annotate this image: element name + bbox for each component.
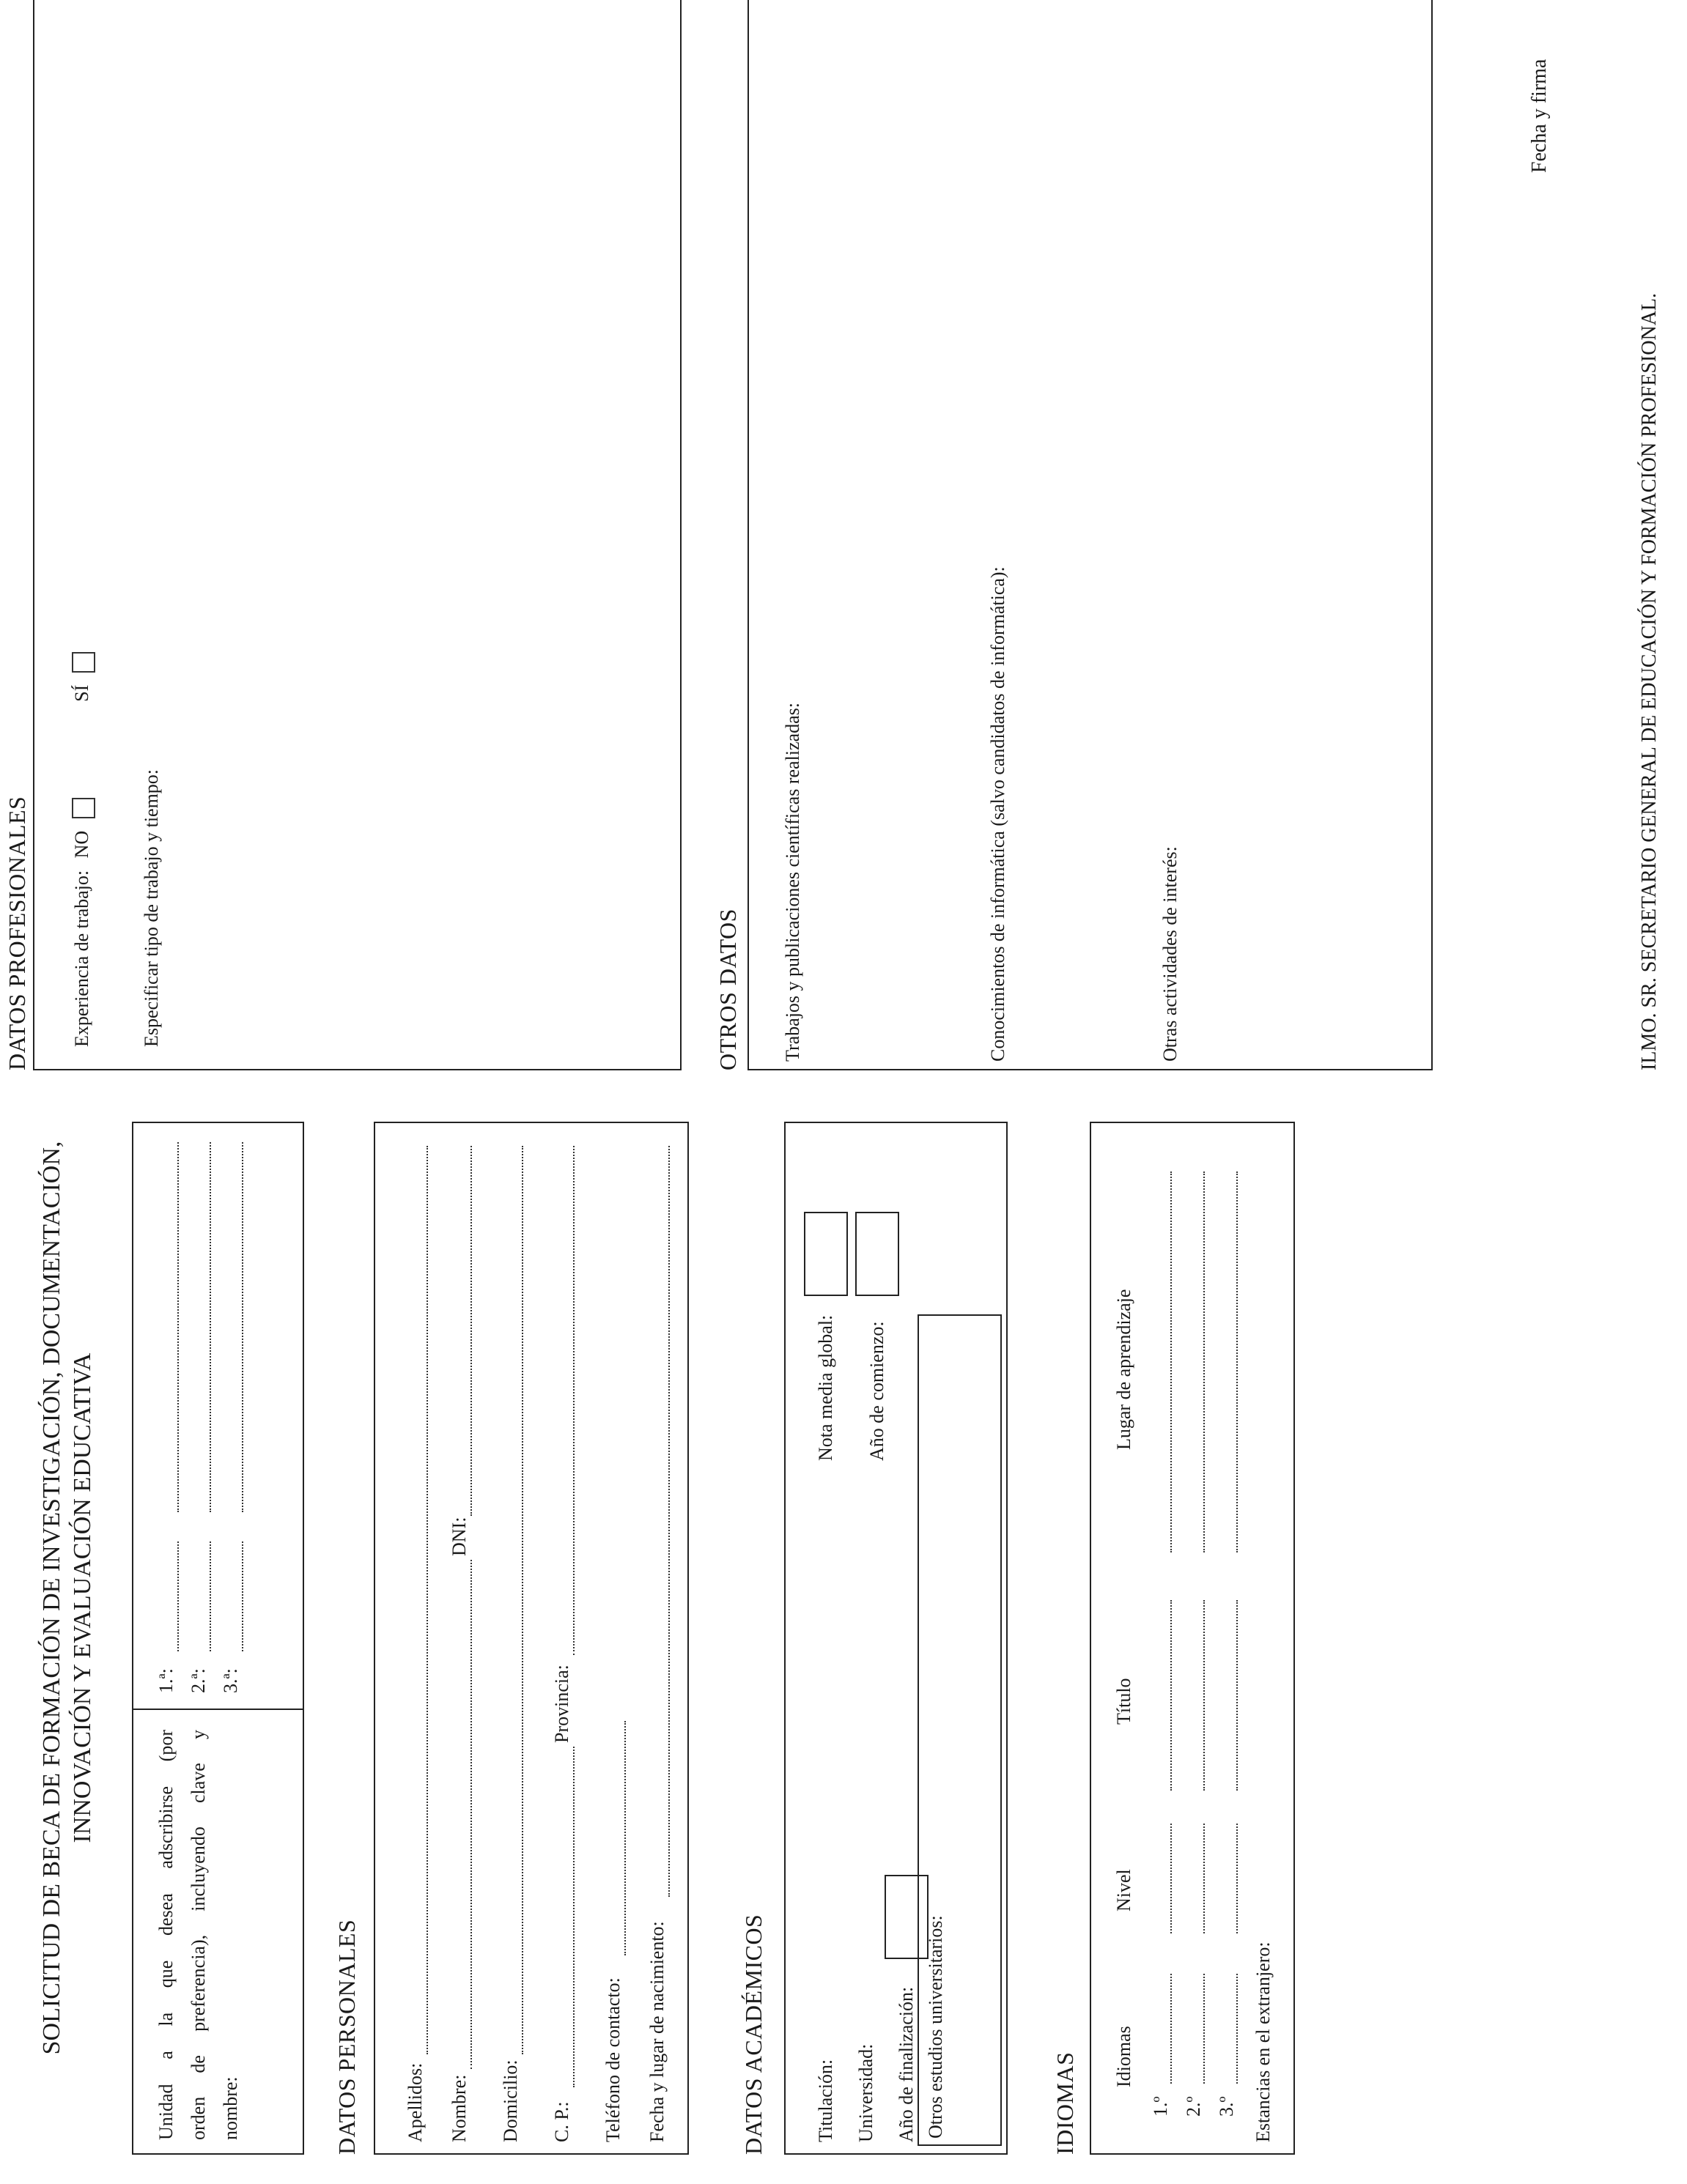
otros-heading: OTROS DATOS <box>715 908 741 1070</box>
titulo-3-field[interactable] <box>1236 1600 1238 1791</box>
idiomas-heading: IDIOMAS <box>1052 2051 1078 2155</box>
pref-3-clave-field[interactable] <box>242 1541 243 1651</box>
provincia-field[interactable] <box>573 1146 575 1655</box>
apellidos-field[interactable] <box>427 1146 428 2054</box>
nombre-field[interactable] <box>470 1560 472 2069</box>
titulacion-label: Titulación: <box>815 2059 836 2142</box>
profesionales-heading: DATOS PROFESIONALES <box>4 796 30 1070</box>
lugar-1-field[interactable] <box>1170 1171 1172 1552</box>
provincia-label: Provincia: <box>551 1665 572 1743</box>
pref-1-clave-field[interactable] <box>177 1541 179 1651</box>
estancias-label: Estancias en el extranjero: <box>1252 1941 1274 2142</box>
otros-box <box>747 0 1433 1070</box>
no-label: NO <box>71 830 92 859</box>
col-idiomas: Idiomas <box>1113 2026 1134 2087</box>
unidad-label-line1: Unidad a la que desea adscribirse (por <box>155 1730 177 2140</box>
lugar-2-field[interactable] <box>1203 1171 1205 1552</box>
idioma-row-3-label: 3.º <box>1216 2096 1237 2117</box>
dni-label: DNI: <box>448 1517 470 1556</box>
pref-2-label: 2.ª: <box>188 1668 209 1693</box>
anio-fin-label: Año de finalización: <box>896 1986 917 2142</box>
cp-label: C. P.: <box>551 2101 572 2142</box>
universidad-label: Universidad: <box>855 2043 876 2142</box>
nombre-label: Nombre: <box>448 2074 470 2142</box>
anio-comienzo-label: Año de comienzo: <box>866 1321 887 1461</box>
idioma-row-1-label: 1.º <box>1150 2096 1171 2117</box>
nota-field[interactable] <box>804 1212 848 1296</box>
academicos-box <box>784 1122 1008 2155</box>
titulo-1-field[interactable] <box>1170 1600 1172 1791</box>
pref-1-label: 1.ª: <box>155 1668 177 1693</box>
unidad-box <box>132 1122 304 2155</box>
fecha-firma-label: Fecha y firma <box>1528 59 1551 173</box>
idioma-3-field[interactable] <box>1236 1974 1238 2084</box>
pref-1-nombre-field[interactable] <box>177 1142 179 1512</box>
trabajos-label: Trabajos y publicaciones científicas realizadas: <box>782 703 803 1062</box>
lugar-3-field[interactable] <box>1236 1171 1238 1552</box>
col-nivel: Nivel <box>1113 1869 1134 1911</box>
otros-estudios-label: Otros estudios universitarios: <box>925 1915 946 2139</box>
telefono-field[interactable] <box>624 1721 626 1955</box>
idioma-2-field[interactable] <box>1203 1974 1205 2084</box>
domicilio-label: Domicilio: <box>500 2059 521 2142</box>
fecha-lugar-field[interactable] <box>668 1146 670 1897</box>
nota-label: Nota media global: <box>815 1314 836 1461</box>
titulo-2-field[interactable] <box>1203 1600 1205 1791</box>
pref-2-nombre-field[interactable] <box>210 1142 211 1512</box>
unidad-divider <box>133 1709 303 1710</box>
fecha-lugar-label: Fecha y lugar de nacimiento: <box>646 1921 668 2142</box>
dni-field[interactable] <box>470 1146 472 1516</box>
pref-3-nombre-field[interactable] <box>242 1142 243 1512</box>
personales-box <box>374 1122 689 2155</box>
cp-field[interactable] <box>573 1747 575 2087</box>
unidad-label-line3: nombre: <box>220 2076 241 2140</box>
unidad-label-line2: orden de preferencia), incluyendo clave y <box>188 1730 209 2140</box>
col-lugar: Lugar de aprendizaje <box>1113 1289 1134 1450</box>
especificar-label: Especificar tipo de trabajo y tiempo: <box>141 769 162 1047</box>
academicos-heading: DATOS ACADÉMICOS <box>740 1914 767 2155</box>
informatica-label: Conocimientos de informática (salvo candidatos de informática): <box>987 566 1008 1062</box>
form-title: SOLICITUD DE BECA DE FORMACIÓN DE INVESTIGACIÓN, DOCUMENTACIÓN, INNOVACIÓN Y EVALUACIÓN EDUCATIVA <box>38 1141 96 2055</box>
col-titulo: Título <box>1113 1678 1134 1725</box>
anio-comienzo-field[interactable] <box>855 1212 899 1296</box>
actividades-label: Otras actividades de interés: <box>1159 846 1181 1062</box>
pref-2-clave-field[interactable] <box>210 1541 211 1651</box>
si-checkbox[interactable] <box>72 652 95 673</box>
idioma-row-2-label: 2.º <box>1183 2096 1204 2117</box>
addressee: ILMO. SR. SECRETARIO GENERAL DE EDUCACIÓN Y FORMACIÓN PROFESIONAL. <box>1638 292 1661 1070</box>
experiencia-label: Experiencia de trabajo: <box>71 870 92 1047</box>
experiencia-row <box>71 652 95 1047</box>
nivel-1-field[interactable] <box>1170 1824 1172 1933</box>
nivel-2-field[interactable] <box>1203 1824 1205 1933</box>
domicilio-field[interactable] <box>522 1146 523 2054</box>
nivel-3-field[interactable] <box>1236 1824 1238 1933</box>
personales-heading: DATOS PERSONALES <box>333 1919 360 2155</box>
idioma-1-field[interactable] <box>1170 1974 1172 2084</box>
idiomas-box <box>1090 1122 1295 2155</box>
apellidos-label: Apellidos: <box>405 2062 426 2142</box>
profesionales-box <box>33 0 682 1070</box>
no-checkbox[interactable] <box>72 798 95 818</box>
telefono-label: Teléfono de contacto: <box>602 1977 624 2142</box>
pref-3-label: 3.ª: <box>220 1668 241 1693</box>
si-label: SÍ <box>71 684 92 702</box>
